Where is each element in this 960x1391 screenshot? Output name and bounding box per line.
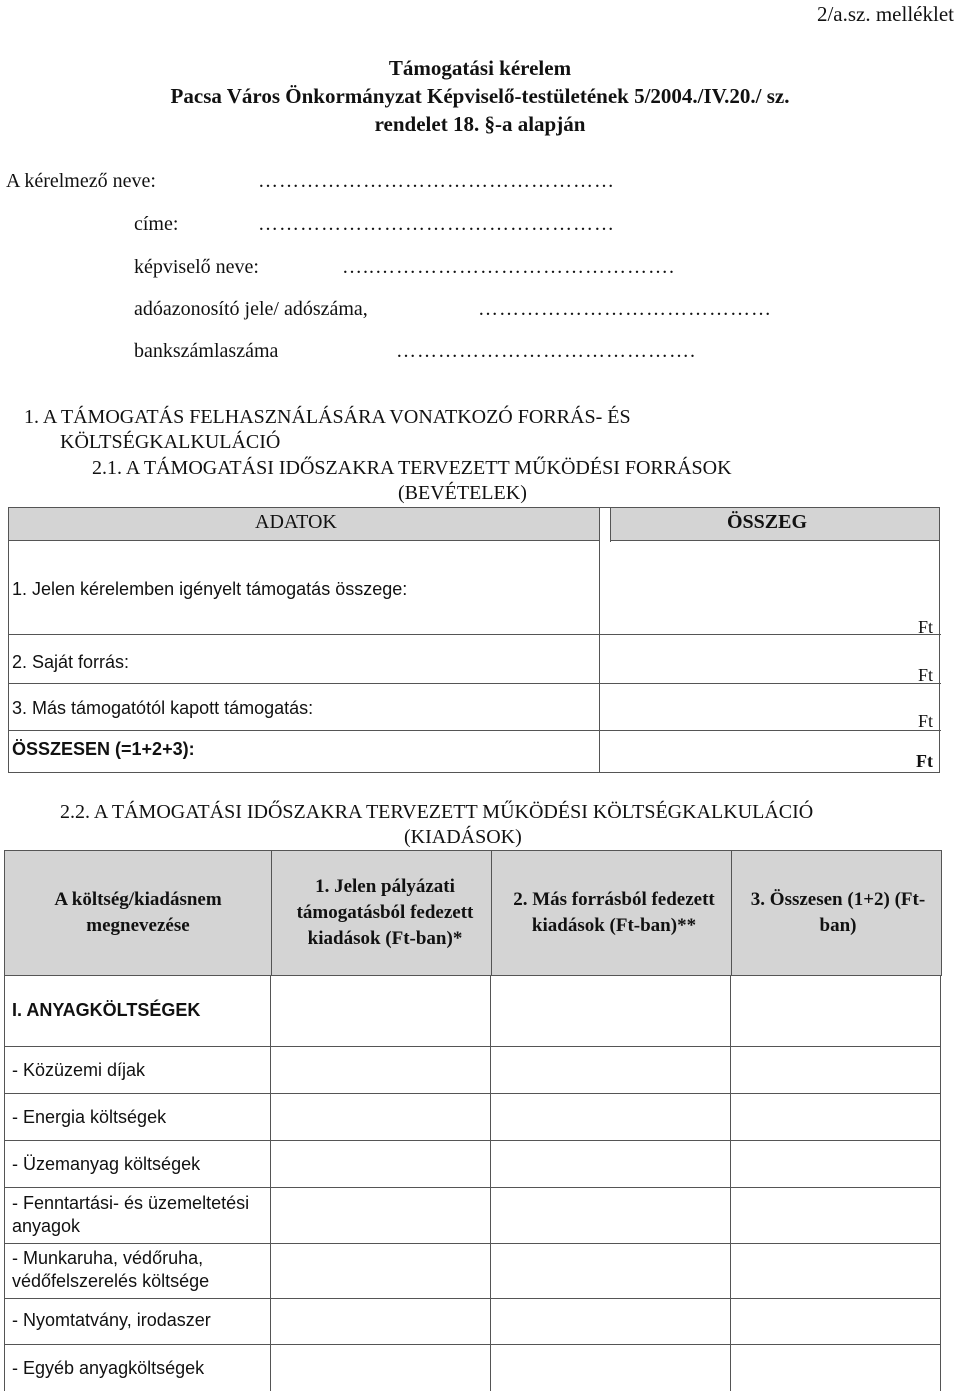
source-row-label: 2. Saját forrás: [12, 652, 130, 672]
sources-table [8, 541, 940, 773]
section21-heading: 2.1. A TÁMOGATÁSI IDŐSZAKRA TERVEZETT MŰKÖDÉSI FORRÁSOK [92, 457, 732, 479]
source-row-unit[interactable]: Ft [917, 711, 933, 731]
grid-line [4, 1298, 941, 1299]
header-separator [491, 851, 492, 975]
source-row-label: 1. Jelen kérelemben igényelt támogatás összege: [12, 579, 408, 599]
grid-line [4, 1046, 941, 1047]
applicant-name-label: A kérelmező neve: [6, 170, 156, 192]
representative-field[interactable]: …..……………………………………. [342, 256, 675, 278]
cost-row-label: - Munkaruha, védőruha, védőfelszerelés költsége [12, 1248, 210, 1291]
annex-label: 2/a.sz. melléklet [816, 2, 954, 26]
header-separator [271, 851, 272, 975]
col-other-funded: 2. Más forrásból fedezett kiadások (Ft-ban)** [513, 889, 715, 936]
cost-table-header [4, 850, 942, 976]
source-row-unit[interactable]: Ft [917, 665, 933, 685]
header-divider [599, 508, 611, 542]
tax-id-label: adóazonosító jele/ adószáma, [134, 298, 368, 320]
form-subtitle-line1: Pacsa Város Önkormányzat Képviselő-testületének 5/2004./IV.20./ sz. [170, 84, 790, 108]
cost-row-label: - Fenntartási- és üzemeltetési anyagok [12, 1193, 250, 1236]
section22-heading-cont: (KIADÁSOK) [404, 826, 522, 848]
cost-row-label: - Üzemanyag költségek [12, 1154, 201, 1174]
form-subtitle-line2: rendelet 18. §-a alapján [374, 112, 586, 136]
total-row-label: ÖSSZESEN (=1+2+3): [12, 739, 195, 759]
tax-id-field[interactable]: …………………………………… [478, 298, 772, 320]
grid-line [4, 1243, 941, 1244]
total-row-unit[interactable]: Ft [916, 751, 933, 771]
cost-table [4, 850, 942, 1391]
source-row-label: 3. Más támogatótól kapott támogatás: [12, 698, 314, 718]
row-divider [9, 683, 941, 684]
applicant-name-field[interactable]: …………………………………………… [258, 170, 615, 192]
form-title: Támogatási kérelem [388, 56, 572, 80]
cost-row-label: - Közüzemi díjak [12, 1060, 146, 1080]
col-total: 3. Összesen (1+2) (Ft-ban) [750, 889, 926, 936]
grid-line [4, 1187, 941, 1188]
grid-line [4, 1140, 941, 1141]
grid-line [940, 976, 941, 1391]
applicant-address-field[interactable]: …………………………………………… [258, 213, 615, 235]
category-heading: I. ANYAGKÖLTSÉGEK [12, 1000, 201, 1020]
section22-heading: 2.2. A TÁMOGATÁSI IDŐSZAKRA TERVEZETT MŰKÖDÉSI KÖLTSÉGKALKULÁCIÓ [60, 801, 814, 823]
grid-line [490, 976, 491, 1391]
column-divider [599, 541, 600, 772]
grid-line [4, 1344, 941, 1345]
applicant-address-label: címe: [134, 213, 179, 235]
source-row-unit[interactable]: Ft [917, 617, 933, 637]
bank-account-field[interactable]: ……………………………………. [396, 340, 696, 362]
row-divider [9, 730, 941, 731]
cost-row-label: - Nyomtatvány, irodaszer [12, 1310, 211, 1330]
col-cost-type: A költség/kiadásnem megnevezése [54, 889, 222, 936]
section21-heading-cont: (BEVÉTELEK) [398, 482, 527, 504]
grid-line [730, 976, 731, 1391]
sources-table-header [8, 507, 940, 541]
bank-account-label: bankszámlaszáma [134, 340, 279, 362]
cost-row-label: - Egyéb anyagköltségek [12, 1358, 205, 1378]
col-grant-funded: 1. Jelen pályázati támogatásból fedezett kiadások (Ft-ban)* [296, 876, 474, 949]
col-amount-header: ÖSSZEG [727, 511, 808, 533]
section1-heading-cont: KÖLTSÉGKALKULÁCIÓ [60, 431, 281, 453]
section1-heading: 1. A TÁMOGATÁS FELHASZNÁLÁSÁRA VONATKOZÓ FORRÁS- ÉS [24, 406, 631, 428]
row-divider [9, 634, 941, 635]
col-data-header: ADATOK [255, 511, 337, 533]
header-separator [731, 851, 732, 975]
grid-line [270, 976, 271, 1391]
grid-line [4, 976, 5, 1391]
grid-line [4, 1093, 941, 1094]
representative-label: képviselő neve: [134, 256, 259, 278]
cost-row-label: - Energia költségek [12, 1107, 167, 1127]
